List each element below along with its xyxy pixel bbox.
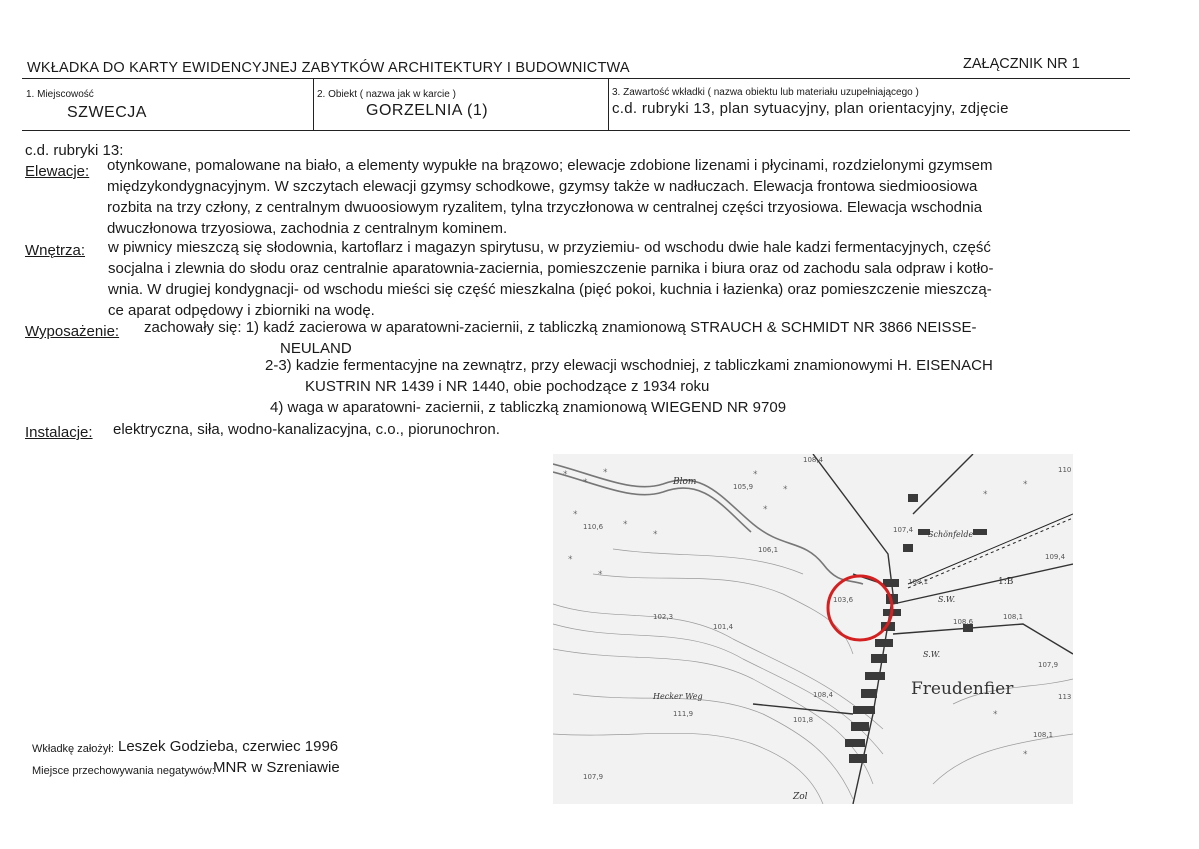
elewacje-line-3: rozbita na trzy człony, z centralnym dwuoosiowym ryzalitem, tylna trzyczłonowa w centralnej części trzyosiowa. Elewacja wschodnia <box>107 199 983 216</box>
map-label-3: S.W. <box>923 650 941 659</box>
map-elevation-9: 106,1 <box>758 546 779 554</box>
instalacje-text: elektryczna, siła, wodno-kanalizacyjna, c.o., piorunochron. <box>113 421 500 438</box>
svg-text:⁎: ⁎ <box>583 475 588 485</box>
elewacje-line-1: otynkowane, pomalowane na biało, a elementy wypukłe na brązowo; elewacje zdobione lizenami i płycinami, rozdzielonymi gzymsem <box>107 157 993 174</box>
map-elevation-0: 108,4 <box>803 456 824 464</box>
svg-text:⁎: ⁎ <box>653 527 658 537</box>
map-elevation-13: 105,9 <box>733 483 754 491</box>
map-label-6: 1:B <box>998 577 1014 587</box>
map-label-2: S.W. <box>938 595 956 604</box>
negatives-storage-value: MNR w Szreniawie <box>213 759 340 776</box>
map-elevation-11: 102,3 <box>653 613 674 621</box>
map-elevation-6: 107,9 <box>1038 661 1059 669</box>
map-elevation-17: 107,9 <box>583 773 604 781</box>
svg-text:⁎: ⁎ <box>753 467 758 477</box>
map-elevation-18: 110 <box>1058 466 1072 474</box>
wyposazenie-line-3: 2-3) kadzie fermentacyjne na zewnątrz, przy elewacji wschodniej, z tabliczkami znamionowymi H. EISENACH <box>265 357 993 374</box>
founded-by-label: Wkładkę założył: <box>32 743 114 755</box>
elewacje-line-2: międzykondygnacyjnym. W szczytach elewacji gzymsy schodkowe, gzymsy także w nadłuczach. Elewacja frontowa siedmioosiowa <box>107 178 978 195</box>
header-divider-1 <box>313 78 314 131</box>
founded-by-value: Leszek Godzieba, czerwiec 1996 <box>118 738 339 755</box>
svg-text:⁎: ⁎ <box>983 487 988 497</box>
wyposazenie-line-4: KUSTRIN NR 1439 i NR 1440, obie pochodzące z 1934 roku <box>305 378 710 395</box>
field-label-contents: 3. Zawartość wkładki ( nazwa obiektu lub materiału uzupełniającego ) <box>612 87 919 98</box>
map-elevation-5: 108,6 <box>953 618 974 626</box>
field-label-location: 1. Miejscowość <box>26 89 94 100</box>
svg-text:⁎: ⁎ <box>563 467 568 477</box>
map-elevation-3: 109,4 <box>1045 553 1066 561</box>
map-elevation-8: 108,4 <box>813 691 834 699</box>
map-elevation-4: 108,1 <box>1003 613 1024 621</box>
wnetrza-label: Wnętrza: <box>25 242 86 259</box>
svg-text:⁎: ⁎ <box>783 482 788 492</box>
field-label-object: 2. Obiekt ( nazwa jak w karcie ) <box>317 89 456 100</box>
map-label-1: Schönfelde <box>928 530 974 539</box>
svg-text:⁎: ⁎ <box>1023 477 1028 487</box>
map-label-5: Zol <box>793 792 808 802</box>
map-label-place: Freudenfier <box>911 679 1014 699</box>
wyposazenie-line-2: NEULAND <box>280 340 352 357</box>
svg-text:⁎: ⁎ <box>598 567 603 577</box>
map-label-0: Blom <box>673 477 697 487</box>
wnetrza-line-3: wnia. W drugiej kondygnacji- od wschodu mieści się część mieszkalna (pięć pokoi, kuchnia i łazienka) oraz pomieszczenie mieszczą- <box>108 281 992 298</box>
svg-text:⁎: ⁎ <box>763 502 768 512</box>
map-label-4: Hecker Weg <box>653 692 703 701</box>
field-value-object: GORZELNIA (1) <box>366 102 489 119</box>
map-elevation-14: 101,4 <box>713 623 734 631</box>
field-value-location: SZWECJA <box>67 104 147 121</box>
orientation-map <box>553 454 1073 804</box>
header-bottom-rule <box>22 130 1130 131</box>
negatives-storage-label: Miejsce przechowywania negatywów: <box>32 765 215 777</box>
map-elevation-1: 108,1 <box>908 578 929 586</box>
svg-text:⁎: ⁎ <box>568 552 573 562</box>
document-title: WKŁADKA DO KARTY EWIDENCYJNEJ ZABYTKÓW ARCHITEKTURY I BUDOWNICTWA <box>27 60 630 76</box>
wnetrza-line-1: w piwnicy mieszczą się słodownia, kartoflarz i magazyn spirytusu, w przyziemiu- od wschodu dwie hale kadzi fermentacyjnych, część <box>108 239 991 256</box>
annex-number: ZAŁĄCZNIK NR 1 <box>963 56 1080 72</box>
wnetrza-line-4: ce aparat odpędowy i zbiorniki na wodę. <box>108 302 375 319</box>
svg-text:⁎: ⁎ <box>603 465 608 475</box>
map-elevation-19: 113 <box>1058 693 1072 701</box>
topographic-map-svg <box>553 454 1073 804</box>
instalacje-label: Instalacje: <box>25 424 93 441</box>
wyposazenie-line-5: 4) waga w aparatowni- zaciernii, z tabliczką znamionową WIEGEND NR 9709 <box>270 399 787 416</box>
map-elevation-15: 111,9 <box>673 710 694 718</box>
svg-text:⁎: ⁎ <box>993 707 998 717</box>
map-elevation-7: 108,1 <box>1033 731 1054 739</box>
wyposazenie-label: Wyposażenie: <box>25 323 120 340</box>
elewacje-line-4: dwuczłonowa trzyosiowa, zachodnia z centralnym kominem. <box>107 220 508 237</box>
svg-text:⁎: ⁎ <box>573 507 578 517</box>
section-intro: c.d. rubryki 13: <box>25 142 124 159</box>
wyposazenie-line-1: zachowały się: 1) kadź zacierowa w aparatowni-zaciernii, z tabliczką znamionową STRAUCH & SCHMIDT NR 3866 NEISSE- <box>144 319 977 336</box>
svg-text:⁎: ⁎ <box>623 517 628 527</box>
header-top-rule <box>22 78 1130 79</box>
map-background <box>553 454 1073 804</box>
map-elevation-12: 101,8 <box>793 716 814 724</box>
map-elevation-10: 103,6 <box>833 596 854 604</box>
field-value-contents: c.d. rubryki 13, plan sytuacyjny, plan orientacyjny, zdjęcie <box>612 100 1009 117</box>
svg-text:⁎: ⁎ <box>1023 747 1028 757</box>
map-elevation-2: 107,4 <box>893 526 914 534</box>
wnetrza-line-2: socjalna i zlewnia do słodu oraz centralnie aparatownia-zaciernia, pomieszczenie parnika i biura oraz od zachodu sala odpraw i kotło- <box>108 260 994 277</box>
map-elevation-16: 110,6 <box>583 523 604 531</box>
elewacje-label: Elewacje: <box>25 163 90 180</box>
header-divider-2 <box>608 78 609 131</box>
